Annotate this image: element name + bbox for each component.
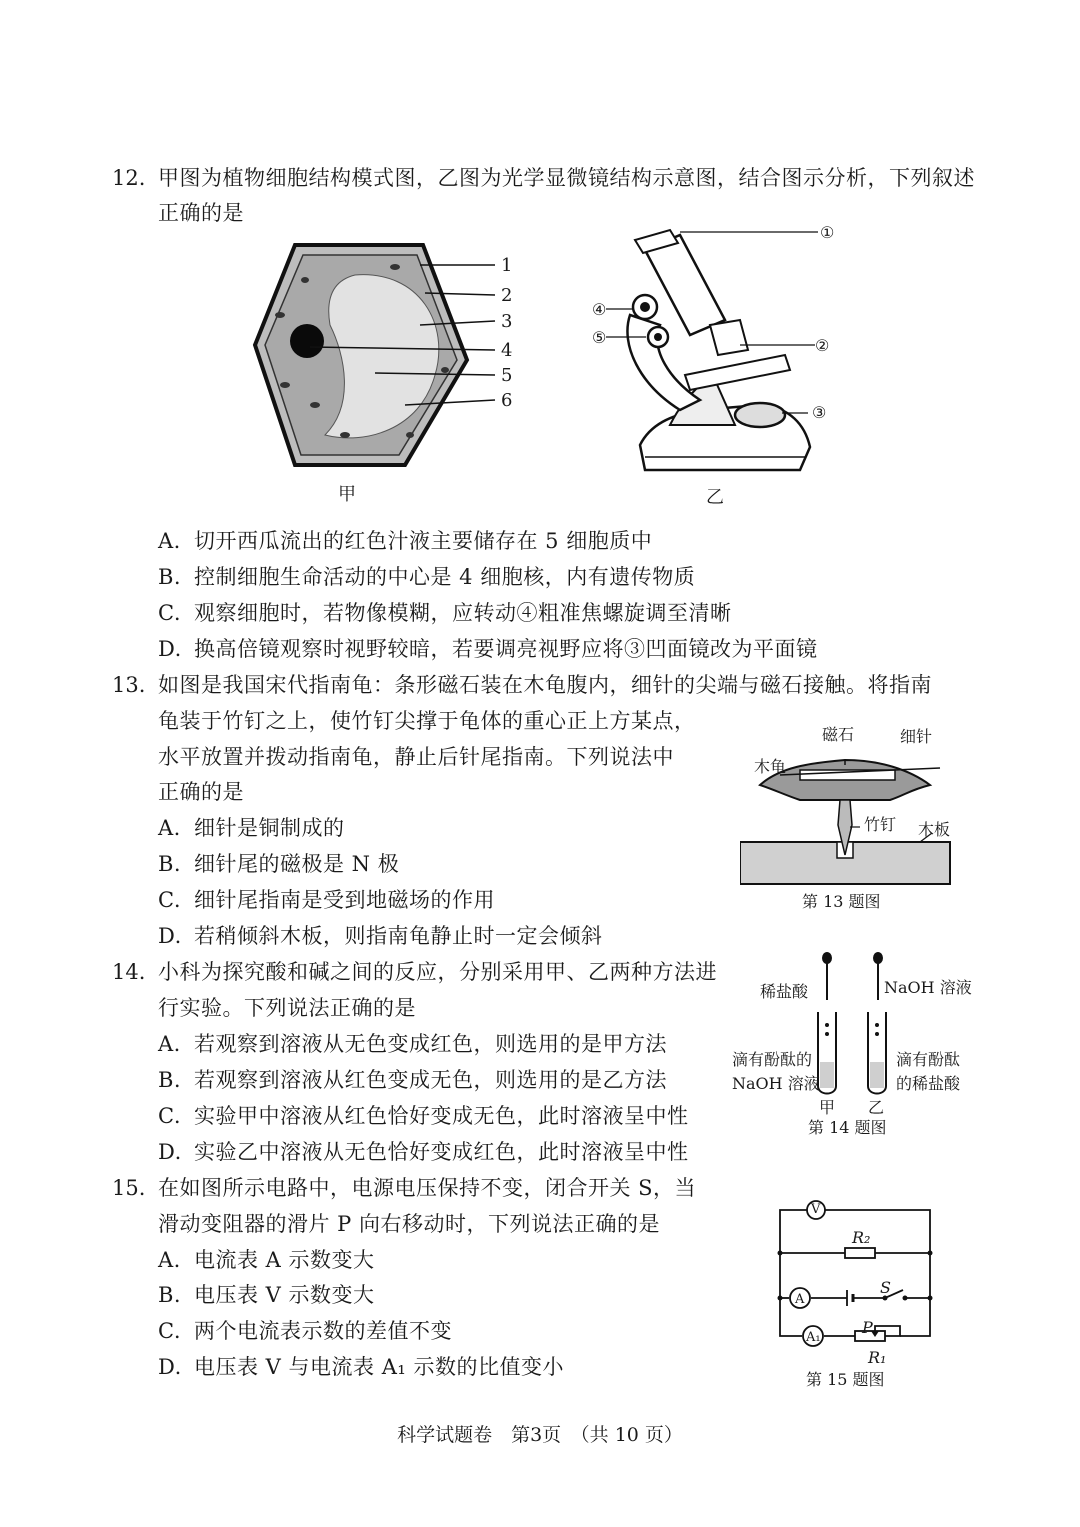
option-text: 细针是铜制成的 bbox=[194, 816, 345, 840]
question-15-stem-line1: 在如图所示电路中，电源电压保持不变，闭合开关 S，当 bbox=[158, 1176, 697, 1200]
question-13-stem-line2: 龟装于竹钉之上，使竹钉尖撑于龟体的重心正上方某点， bbox=[158, 709, 696, 733]
question-14-option-b bbox=[158, 1065, 667, 1095]
question-14-number: 14. bbox=[112, 960, 146, 984]
question-12-stem-line1: 甲图为植物细胞结构模式图，乙图为光学显微镜结构示意图，结合图示分析，下列叙述 bbox=[158, 166, 975, 190]
circuit-label-r1: R₁ bbox=[868, 1348, 887, 1367]
figure-15-caption: 第 15 题图 bbox=[806, 1370, 885, 1389]
question-13-option-b bbox=[158, 849, 399, 879]
test-tubes-diagram bbox=[810, 950, 890, 1100]
question-12-option-d bbox=[158, 634, 818, 664]
option-letter: C. bbox=[158, 1319, 181, 1343]
circuit-label-v: V bbox=[811, 1202, 821, 1217]
question-12-number: 12. bbox=[112, 166, 146, 190]
option-letter: D. bbox=[158, 1355, 182, 1379]
option-letter: C. bbox=[158, 888, 181, 912]
page-footer: 科学试题卷 第3页 （共 10 页） bbox=[397, 1424, 683, 1446]
plant-cell-diagram bbox=[245, 235, 535, 475]
option-letter: A. bbox=[158, 1248, 181, 1272]
question-14-option-a bbox=[158, 1029, 667, 1059]
question-13-option-a bbox=[158, 813, 345, 843]
question-14-stem-line1: 小科为探究酸和碱之间的反应，分别采用甲、乙两种方法进 bbox=[158, 960, 717, 984]
circuit-label-a: A bbox=[795, 1292, 805, 1307]
option-text: 细针尾指南是受到地磁场的作用 bbox=[194, 888, 495, 912]
option-letter: A. bbox=[158, 529, 181, 553]
circuit-diagram bbox=[775, 1198, 940, 1348]
circuit-label-p: P bbox=[862, 1318, 873, 1337]
question-13-option-c bbox=[158, 885, 495, 915]
circuit-label-r2: R₂ bbox=[852, 1228, 871, 1247]
option-letter: D. bbox=[158, 1140, 182, 1164]
question-13-option-d bbox=[158, 921, 603, 951]
option-text: 观察细胞时，若物像模糊，应转动④粗准焦螺旋调至清晰 bbox=[194, 601, 732, 625]
tube-label-left-line2: NaOH 溶液 bbox=[732, 1074, 820, 1093]
turtle-label-turtle: 木龟 bbox=[754, 757, 787, 776]
option-text: 实验乙中溶液从无色恰好变成红色，此时溶液呈中性 bbox=[194, 1140, 689, 1164]
question-13-stem-line4: 正确的是 bbox=[158, 780, 244, 804]
turtle-label-nail: 竹钉 bbox=[864, 815, 897, 834]
microscope-label-1: ① bbox=[820, 223, 835, 242]
option-text: 电压表 V 与电流表 A₁ 示数的比值变小 bbox=[194, 1355, 564, 1379]
option-letter: C. bbox=[158, 1104, 181, 1128]
microscope-label-4: ④ bbox=[592, 300, 607, 319]
cell-label-4: 4 bbox=[501, 340, 513, 361]
option-letter: D. bbox=[158, 637, 182, 661]
question-12-option-c bbox=[158, 598, 732, 628]
option-text: 电流表 A 示数变大 bbox=[194, 1248, 375, 1272]
figure-13-caption: 第 13 题图 bbox=[802, 892, 881, 911]
option-letter: A. bbox=[158, 816, 181, 840]
option-letter: C. bbox=[158, 601, 181, 625]
figure-yi-caption: 乙 bbox=[706, 487, 724, 508]
question-14-stem-line2: 行实验。下列说法正确的是 bbox=[158, 996, 416, 1020]
turtle-label-needle: 细针 bbox=[900, 727, 933, 746]
tube-label-base: NaOH 溶液 bbox=[884, 978, 972, 997]
microscope-label-5: ⑤ bbox=[592, 328, 607, 347]
question-15-option-d bbox=[158, 1352, 564, 1382]
figure-14-caption: 第 14 题图 bbox=[808, 1118, 887, 1137]
tube-label-left-line1: 滴有酚酞的 bbox=[732, 1050, 813, 1069]
question-14-option-c bbox=[158, 1101, 689, 1131]
question-12-option-a bbox=[158, 526, 652, 556]
tube-label-acid: 稀盐酸 bbox=[760, 982, 809, 1001]
question-15-option-a bbox=[158, 1245, 375, 1275]
option-text: 控制细胞生命活动的中心是 4 细胞核，内有遗传物质 bbox=[194, 565, 696, 589]
question-14-option-d bbox=[158, 1137, 689, 1167]
option-letter: B. bbox=[158, 1283, 182, 1307]
microscope-diagram bbox=[590, 225, 840, 480]
question-15-option-c bbox=[158, 1316, 452, 1346]
question-12-stem-line2: 正确的是 bbox=[158, 201, 244, 225]
question-15-number: 15. bbox=[112, 1176, 146, 1200]
option-text: 切开西瓜流出的红色汁液主要储存在 5 细胞质中 bbox=[194, 529, 653, 553]
circuit-label-s: S bbox=[880, 1278, 891, 1297]
question-13-stem-line3: 水平放置并拨动指南龟，静止后针尾指南。下列说法中 bbox=[158, 745, 674, 769]
tube-label-right-line2: 的稀盐酸 bbox=[896, 1074, 961, 1093]
option-text: 换高倍镜观察时视野较暗，若要调亮视野应将③凹面镜改为平面镜 bbox=[194, 637, 818, 661]
option-text: 若稍倾斜木板，则指南龟静止时一定会倾斜 bbox=[194, 924, 603, 948]
cell-label-2: 2 bbox=[501, 285, 513, 306]
option-text: 实验甲中溶液从红色恰好变成无色，此时溶液呈中性 bbox=[194, 1104, 689, 1128]
question-15-stem-line2: 滑动变阻器的滑片 P 向右移动时，下列说法正确的是 bbox=[158, 1212, 660, 1236]
option-letter: D. bbox=[158, 924, 182, 948]
microscope-label-2: ② bbox=[815, 336, 830, 355]
option-letter: B. bbox=[158, 852, 182, 876]
question-13-number: 13. bbox=[112, 673, 146, 697]
turtle-label-magnet: 磁石 bbox=[822, 725, 855, 744]
turtle-label-board: 木板 bbox=[918, 820, 951, 839]
tube-label-yi: 乙 bbox=[868, 1098, 885, 1117]
option-letter: B. bbox=[158, 1068, 182, 1092]
question-12-option-b bbox=[158, 562, 695, 592]
tube-label-right-line1: 滴有酚酞 bbox=[896, 1050, 961, 1069]
cell-label-3: 3 bbox=[501, 311, 513, 332]
figure-jia-caption: 甲 bbox=[338, 484, 356, 505]
circuit-label-a1: A₁ bbox=[806, 1330, 821, 1345]
microscope-label-3: ③ bbox=[812, 403, 827, 422]
option-text: 电压表 V 示数变大 bbox=[194, 1283, 375, 1307]
question-13-stem-line1: 如图是我国宋代指南龟：条形磁石装在木龟腹内，细针的尖端与磁石接触。将指南 bbox=[158, 673, 932, 697]
cell-label-6: 6 bbox=[501, 390, 513, 411]
option-text: 两个电流表示数的差值不变 bbox=[194, 1319, 452, 1343]
cell-label-5: 5 bbox=[501, 365, 513, 386]
cell-label-1: 1 bbox=[501, 255, 513, 276]
option-letter: A. bbox=[158, 1032, 181, 1056]
option-letter: B. bbox=[158, 565, 182, 589]
tube-label-jia: 甲 bbox=[819, 1098, 836, 1117]
question-15-option-b bbox=[158, 1280, 375, 1310]
option-text: 若观察到溶液从红色变成无色，则选用的是乙方法 bbox=[194, 1068, 667, 1092]
option-text: 若观察到溶液从无色变成红色，则选用的是甲方法 bbox=[194, 1032, 667, 1056]
option-text: 细针尾的磁极是 N 极 bbox=[194, 852, 400, 876]
